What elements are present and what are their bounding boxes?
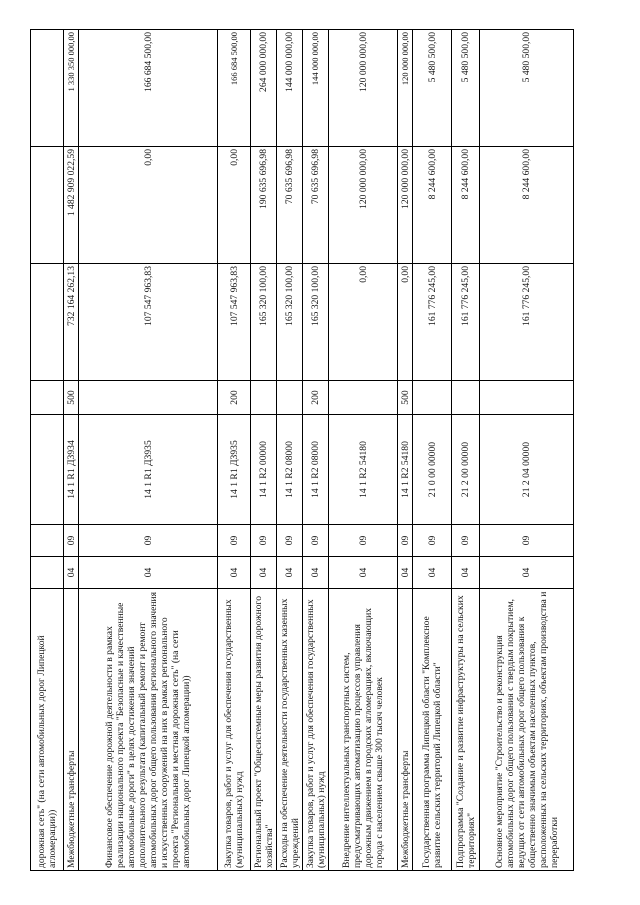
- row-target-article: [31, 415, 64, 525]
- row-expense-type: [79, 381, 218, 415]
- row-name: Закупка товаров, работ и услуг для обеспечения государственных (муниципальных) нужд: [303, 589, 329, 871]
- row-sum-1: [31, 264, 64, 381]
- row-sum-1: 107 547 963,83: [218, 264, 251, 381]
- row-subsection: 09: [329, 525, 398, 557]
- row-subsection: 09: [413, 525, 452, 557]
- table-row: [64, 30, 79, 871]
- row-target-article: 14 1 R2 54180: [329, 415, 398, 525]
- row-sum-2: 1 482 909 022,59: [64, 147, 79, 264]
- row-name: Финансовое обеспечение дорожной деятельности в рамках реализации национального проекта "Безопасные и качественные автомобильные дороги" в целях достижения значений дополнительного результата (капитальный ремонт и ремонт автомобильных дорог общего пользования регионального значения и искусственных сооружений на них в рамках регионального проекта "Региональная и местная дорожная сеть" (на сети автомобильных дорог Липецкой агломерации)): [79, 589, 218, 871]
- row-name: дорожная сеть" (на сети автомобильных дорог Липецкой агломерации)): [31, 589, 64, 871]
- table-row: [413, 30, 452, 871]
- row-subsection: 09: [79, 525, 218, 557]
- rotated-page: [30, 30, 573, 871]
- row-sum-2: 8 244 600,00: [452, 147, 480, 264]
- row-subsection: [31, 525, 64, 557]
- table-row: [398, 30, 413, 871]
- row-name: Государственная программа Липецкой области "Комплексное развитие сельских территорий Липецкой области": [413, 589, 452, 871]
- row-subsection: 09: [251, 525, 277, 557]
- row-sum-3: 166 684 500,00: [218, 30, 251, 147]
- row-target-article: 14 1 R1 Д3935: [79, 415, 218, 525]
- table-body: [31, 30, 574, 871]
- row-sum-3: 5 480 500,00: [480, 30, 574, 147]
- row-name: Подпрограмма "Создание и развитие инфраструктуры на сельских территориях": [452, 589, 480, 871]
- row-sum-2: 70 635 696,98: [277, 147, 303, 264]
- row-subsection: 09: [480, 525, 574, 557]
- row-section: 04: [218, 557, 251, 589]
- row-section: 04: [452, 557, 480, 589]
- table-row: [329, 30, 398, 871]
- row-sum-1: 732 164 262,13: [64, 264, 79, 381]
- row-expense-type: [480, 381, 574, 415]
- row-name: Основное мероприятие "Строительство и реконструкция автомобильных дорог общего пользования с твердым покрытием, ведущих от сети автомобильных дорог общего пользования к общественно значимым объектам населенных пунктов, расположенных на сельских территориях, объектам производства и переработки: [480, 589, 574, 871]
- row-sum-2: 0,00: [79, 147, 218, 264]
- row-sum-3: 144 000 000,00: [277, 30, 303, 147]
- row-target-article: 14 1 R2 08000: [303, 415, 329, 525]
- row-section: 04: [413, 557, 452, 589]
- table-row: [480, 30, 574, 871]
- table-row: [277, 30, 303, 871]
- row-sum-1: 165 320 100,00: [251, 264, 277, 381]
- row-target-article: 21 0 00 00000: [413, 415, 452, 525]
- budget-table: [30, 29, 574, 871]
- row-expense-type: [277, 381, 303, 415]
- row-target-article: 14 1 R1 Д3935: [218, 415, 251, 525]
- row-sum-3: 1 330 350 000,00: [64, 30, 79, 147]
- row-sum-3: 120 000 000,00: [329, 30, 398, 147]
- row-sum-3: 5 480 500,00: [452, 30, 480, 147]
- row-subsection: 09: [277, 525, 303, 557]
- row-expense-type: 500: [398, 381, 413, 415]
- row-section: 04: [480, 557, 574, 589]
- row-sum-1: 165 320 100,00: [303, 264, 329, 381]
- row-target-article: 21 2 04 00000: [480, 415, 574, 525]
- row-target-article: 14 1 R2 00000: [251, 415, 277, 525]
- row-name: Закупка товаров, работ и услуг для обеспечения государственных (муниципальных) нужд: [218, 589, 251, 871]
- row-sum-1: 0,00: [398, 264, 413, 381]
- row-section: 04: [398, 557, 413, 589]
- row-sum-3: 264 000 000,00: [251, 30, 277, 147]
- row-sum-2: 190 635 696,98: [251, 147, 277, 264]
- row-target-article: 14 1 R2 54180: [398, 415, 413, 525]
- row-sum-3: 166 684 500,00: [79, 30, 218, 147]
- row-subsection: 09: [218, 525, 251, 557]
- table-row: [79, 30, 218, 871]
- row-expense-type: [329, 381, 398, 415]
- table-row: [303, 30, 329, 871]
- table-row: [31, 30, 64, 871]
- row-sum-2: [31, 147, 64, 264]
- row-expense-type: [413, 381, 452, 415]
- row-sum-2: 8 244 600,00: [413, 147, 452, 264]
- row-target-article: 14 1 R1 Д3934: [64, 415, 79, 525]
- row-section: 04: [251, 557, 277, 589]
- row-sum-2: 120 000 000,00: [398, 147, 413, 264]
- row-name: Региональный проект "Общесистемные меры развития дорожного хозяйства": [251, 589, 277, 871]
- row-section: 04: [277, 557, 303, 589]
- row-section: 04: [329, 557, 398, 589]
- table-row: [218, 30, 251, 871]
- row-expense-type: 500: [64, 381, 79, 415]
- row-expense-type: [251, 381, 277, 415]
- row-sum-1: 107 547 963,83: [79, 264, 218, 381]
- row-sum-3: 144 000 000,00: [303, 30, 329, 147]
- row-sum-2: 70 635 696,98: [303, 147, 329, 264]
- row-subsection: 09: [452, 525, 480, 557]
- row-expense-type: [452, 381, 480, 415]
- row-target-article: 21 2 00 00000: [452, 415, 480, 525]
- row-sum-2: 8 244 600,00: [480, 147, 574, 264]
- row-sum-3: 120 000 000,00: [398, 30, 413, 147]
- row-subsection: 09: [398, 525, 413, 557]
- row-name: Межбюджетные трансферты: [64, 589, 79, 871]
- table-row: [251, 30, 277, 871]
- row-sum-3: [31, 30, 64, 147]
- row-subsection: 09: [303, 525, 329, 557]
- row-sum-2: 120 000 000,00: [329, 147, 398, 264]
- row-name: Внедрение интеллектуальных транспортных систем, предусматривающих автоматизацию процессов управления дорожным движением в городских агломерациях, включающих города с населением свыше 300 тысяч человек: [329, 589, 398, 871]
- row-sum-2: 0,00: [218, 147, 251, 264]
- row-section: 04: [64, 557, 79, 589]
- row-subsection: 09: [64, 525, 79, 557]
- row-name: Межбюджетные трансферты: [398, 589, 413, 871]
- row-sum-1: 161 776 245,00: [480, 264, 574, 381]
- row-sum-1: 161 776 245,00: [452, 264, 480, 381]
- table-row: [452, 30, 480, 871]
- row-sum-1: 0,00: [329, 264, 398, 381]
- row-expense-type: [31, 381, 64, 415]
- row-expense-type: 200: [303, 381, 329, 415]
- row-section: 04: [79, 557, 218, 589]
- row-section: 04: [303, 557, 329, 589]
- row-name: Расходы на обеспечение деятельности государственных казенных учреждений: [277, 589, 303, 871]
- row-sum-1: 161 776 245,00: [413, 264, 452, 381]
- row-section: [31, 557, 64, 589]
- row-sum-3: 5 480 500,00: [413, 30, 452, 147]
- row-expense-type: 200: [218, 381, 251, 415]
- row-target-article: 14 1 R2 08000: [277, 415, 303, 525]
- row-sum-1: 165 320 100,00: [277, 264, 303, 381]
